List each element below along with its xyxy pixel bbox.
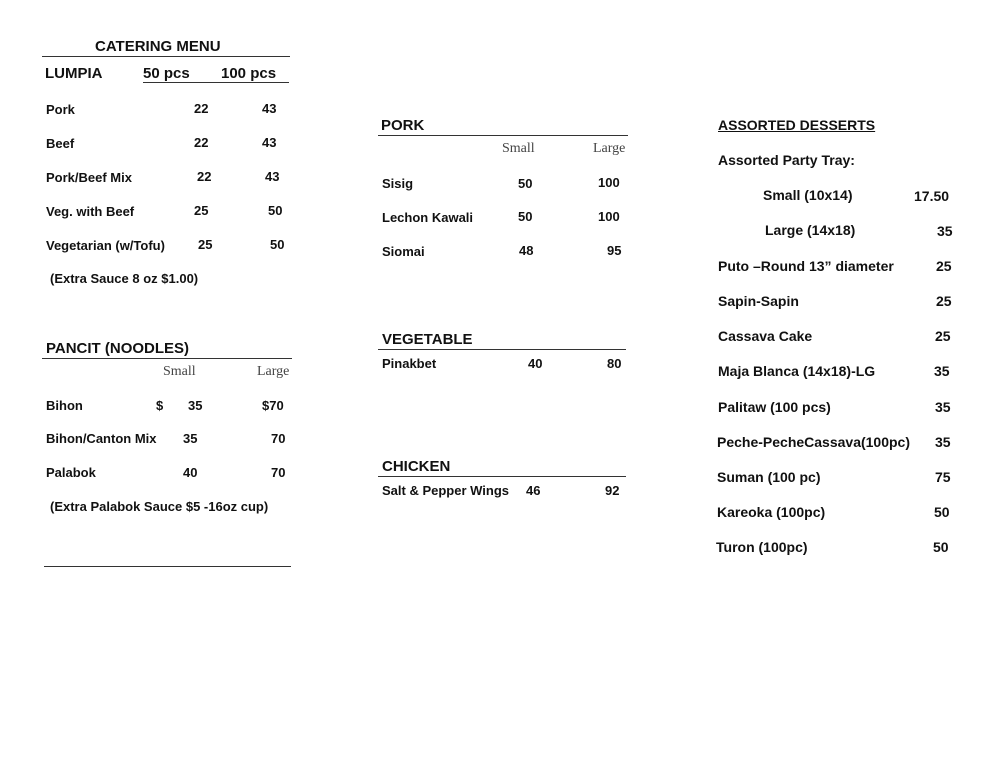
price: 75 bbox=[935, 469, 951, 485]
price: 25 bbox=[936, 293, 952, 309]
list-item: Peche-PecheCassava(100pc) bbox=[717, 434, 911, 450]
price-small: 46 bbox=[526, 483, 541, 498]
vegetable-heading: VEGETABLE bbox=[382, 331, 473, 348]
price-small: 50 bbox=[518, 176, 533, 191]
price-50: 22 bbox=[197, 169, 212, 184]
list-item: Veg. with Beef bbox=[46, 204, 135, 219]
price-50: 22 bbox=[194, 101, 209, 116]
bottom-rule bbox=[44, 566, 291, 567]
pancit-note: (Extra Palabok Sauce $5 -16oz cup) bbox=[50, 499, 269, 514]
desserts-heading: ASSORTED DESSERTS bbox=[718, 117, 876, 133]
title-divider bbox=[42, 56, 290, 57]
menu-title: CATERING MENU bbox=[95, 38, 221, 55]
list-item: Sisig bbox=[382, 176, 414, 191]
pork-col-large: Large bbox=[593, 141, 626, 156]
price-large: 95 bbox=[607, 243, 622, 258]
price: 50 bbox=[933, 539, 949, 555]
list-item: Vegetarian (w/Tofu) bbox=[46, 238, 165, 253]
price-small: 50 bbox=[518, 209, 533, 224]
price-large: 92 bbox=[605, 483, 620, 498]
price: 35 bbox=[935, 399, 951, 415]
list-item: Sapin-Sapin bbox=[718, 293, 799, 309]
list-item: Cassava Cake bbox=[718, 328, 813, 344]
lumpia-header-underline bbox=[143, 82, 289, 83]
price: 35 bbox=[934, 363, 950, 379]
list-item: Pinakbet bbox=[382, 356, 437, 371]
list-item: Small (10x14) bbox=[763, 187, 853, 203]
price-small: 40 bbox=[183, 465, 198, 480]
price-small: 40 bbox=[528, 356, 543, 371]
price-50: 22 bbox=[194, 135, 209, 150]
pancit-col-large: Large bbox=[257, 364, 290, 379]
list-item: Siomai bbox=[382, 244, 425, 259]
list-item: Large (14x18) bbox=[765, 222, 856, 238]
list-item: Pork bbox=[46, 102, 75, 117]
pork-divider bbox=[378, 135, 628, 136]
price-large: 100 bbox=[598, 209, 620, 224]
price-50: 25 bbox=[198, 237, 213, 252]
list-item: Palitaw (100 pcs) bbox=[718, 399, 831, 415]
price-100: 43 bbox=[262, 101, 277, 116]
price: 25 bbox=[935, 328, 951, 344]
list-item: Suman (100 pc) bbox=[717, 469, 821, 485]
list-item: Bihon/Canton Mix bbox=[46, 431, 157, 446]
chicken-divider bbox=[378, 476, 626, 477]
lumpia-note: (Extra Sauce 8 oz $1.00) bbox=[50, 271, 199, 286]
price: 17.50 bbox=[914, 188, 950, 204]
price-large: 70 bbox=[271, 465, 286, 480]
price: 35 bbox=[937, 223, 953, 239]
pancit-divider bbox=[42, 358, 292, 359]
list-item: Salt & Pepper Wings bbox=[382, 483, 510, 498]
pancit-heading: PANCIT (NOODLES) bbox=[46, 340, 190, 357]
price-large: $70 bbox=[262, 398, 284, 413]
list-item: Lechon Kawali bbox=[382, 210, 474, 225]
price-large: 70 bbox=[271, 431, 286, 446]
list-item: Maja Blanca (14x18)-LG bbox=[718, 363, 876, 379]
party-tray-label: Assorted Party Tray: bbox=[718, 152, 855, 168]
list-item: Kareoka (100pc) bbox=[717, 504, 826, 520]
lumpia-heading: LUMPIA bbox=[45, 65, 103, 82]
list-item: Bihon bbox=[46, 398, 83, 413]
price-small: 35 bbox=[188, 398, 203, 413]
pancit-col-small: Small bbox=[163, 364, 196, 379]
price-small: 48 bbox=[519, 243, 534, 258]
list-item: Turon (100pc) bbox=[716, 539, 808, 555]
lumpia-col-50pcs: 50 pcs bbox=[143, 65, 190, 82]
price: 35 bbox=[935, 434, 951, 450]
price-small: 35 bbox=[183, 431, 198, 446]
price: 25 bbox=[936, 258, 952, 274]
vegetable-divider bbox=[378, 349, 626, 350]
list-item: Beef bbox=[46, 136, 75, 151]
list-item: Pork/Beef Mix bbox=[46, 170, 132, 185]
chicken-heading: CHICKEN bbox=[382, 458, 451, 475]
price-100: 50 bbox=[270, 237, 285, 252]
currency-symbol: $ bbox=[156, 398, 164, 413]
price-100: 50 bbox=[268, 203, 283, 218]
price-large: 100 bbox=[598, 175, 620, 190]
price-100: 43 bbox=[265, 169, 280, 184]
pork-heading: PORK bbox=[381, 117, 425, 134]
list-item: Puto –Round 13” diameter bbox=[718, 258, 894, 274]
price-large: 80 bbox=[607, 356, 622, 371]
price: 50 bbox=[934, 504, 950, 520]
price-50: 25 bbox=[194, 203, 209, 218]
price-100: 43 bbox=[262, 135, 277, 150]
list-item: Palabok bbox=[46, 465, 96, 480]
lumpia-col-100pcs: 100 pcs bbox=[221, 65, 277, 82]
pork-col-small: Small bbox=[502, 141, 535, 156]
